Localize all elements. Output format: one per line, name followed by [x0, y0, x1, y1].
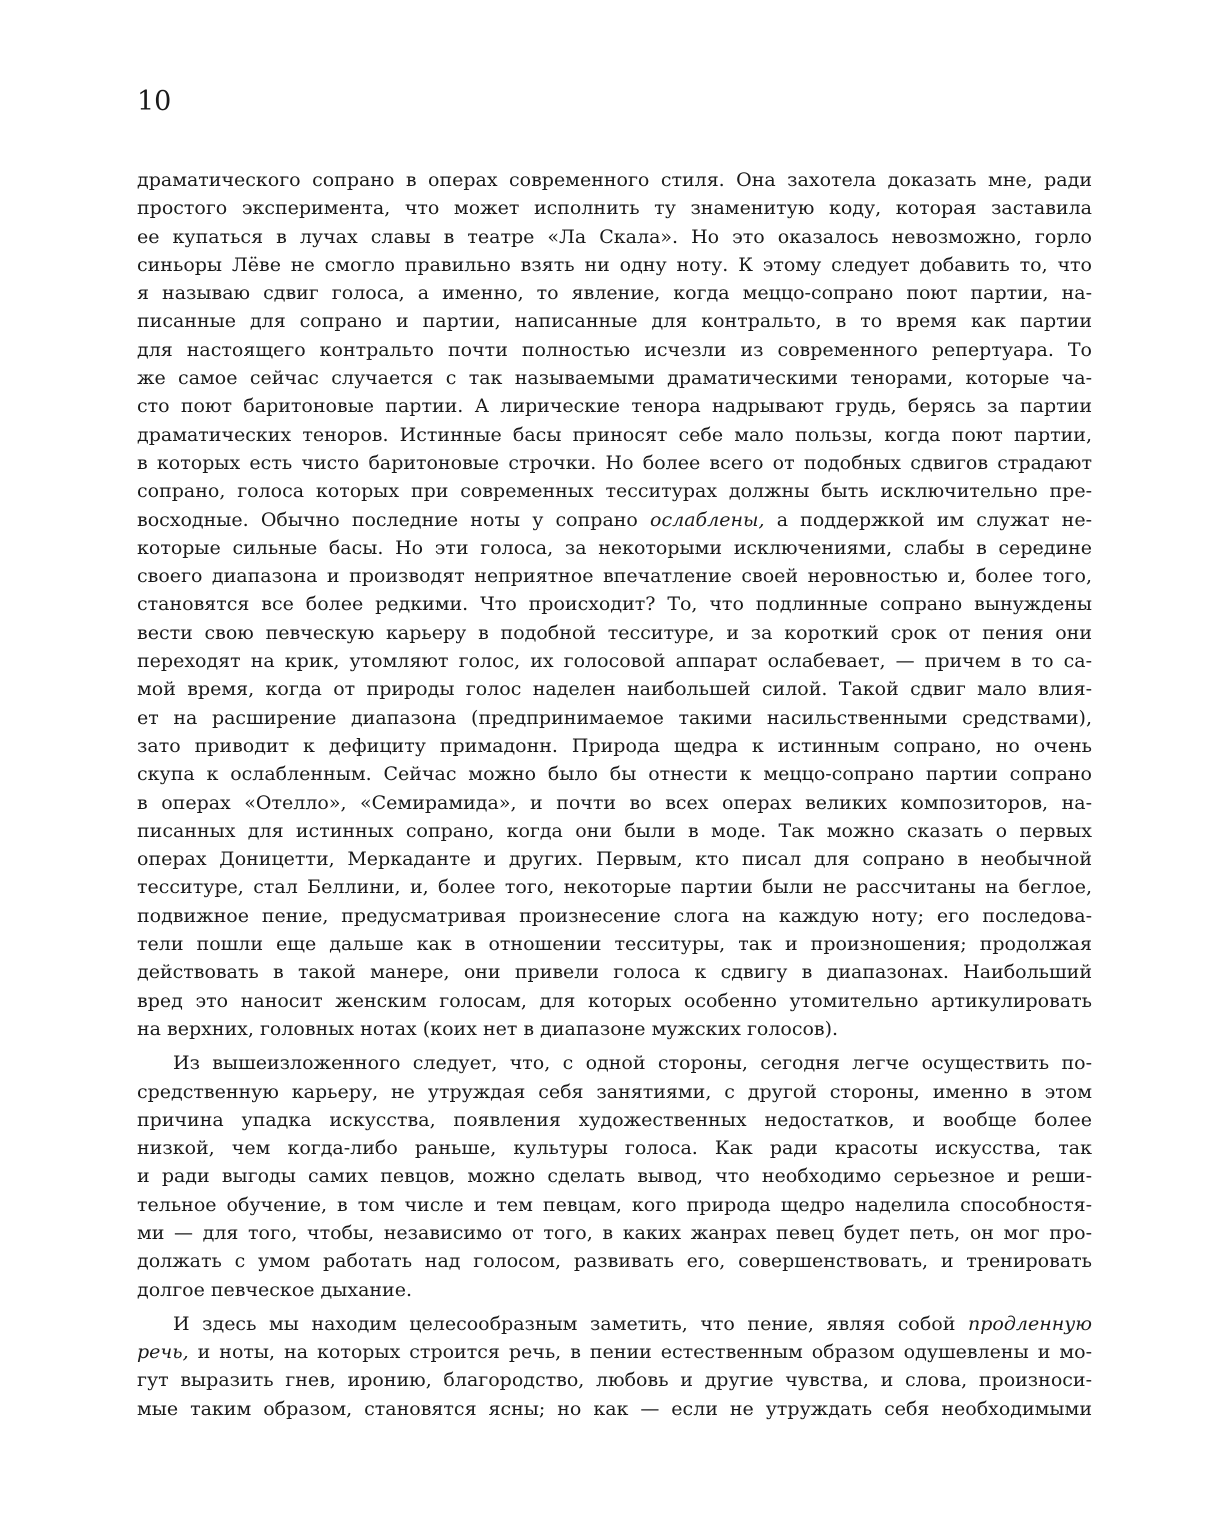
text-line — [137, 902, 1092, 930]
text-run: в которых есть чисто баритоновые строчки. Но более всего от подобных сдвигов страдают — [137, 451, 1092, 474]
text-run: гут выразить гнев, иронию, благородство, любовь и другие чувства, и слова, произноси- — [137, 1369, 1092, 1392]
text-line — [137, 251, 1092, 279]
text-line — [137, 1049, 1092, 1077]
text-run: для настоящего контральто почти полностью исчезли из современного репертуара. То — [137, 338, 1092, 361]
text-run: ми — для того, чтобы, независимо от того, в каких жанрах певец будет петь, он мог про- — [137, 1221, 1092, 1244]
text-line — [137, 421, 1092, 449]
text-run: простого эксперимента, что может исполнить ту знаменитую коду, которая заставила — [137, 197, 1092, 220]
italic-text-run: речь, — [137, 1341, 189, 1364]
text-run: своего диапазона и производят неприятное впечатление своей неровностью и, более того, — [137, 565, 1092, 588]
text-run: и ноты, на которых строится речь, в пении естественным образом одушевлены и мо- — [188, 1341, 1092, 1364]
text-line — [137, 1338, 1092, 1366]
text-line — [137, 1310, 1092, 1338]
text-run: ет на расширение диапазона (предпринимаемое такими насильственными средствами), — [137, 706, 1092, 729]
italic-text-run: продленную — [967, 1312, 1092, 1335]
text-run: зато приводит к дефициту примадонн. Природа щедра к истинным сопрано, но очень — [137, 734, 1092, 757]
paragraph — [137, 166, 1092, 1043]
text-run: же самое сейчас случается с так называемыми драматическими тенорами, которые ча- — [137, 367, 1092, 390]
text-run: переходят на крик, утомляют голос, их голосовой аппарат ослабевает, — причем в то са- — [137, 650, 1092, 673]
text-run: драматического сопрано в операх современного стиля. Она захотела доказать мне, ради — [137, 169, 1092, 191]
text-line — [137, 760, 1092, 788]
text-line — [137, 307, 1092, 335]
page-number: 10 — [137, 86, 172, 117]
text-run: средственную карьеру, не утруждая себя занятиями, с другой стороны, именно в этом — [137, 1080, 1092, 1103]
text-line — [137, 1366, 1092, 1394]
text-run: тесситуре, стал Беллини, и, более того, некоторые партии были не рассчитаны на беглое, — [137, 876, 1092, 899]
text-line — [137, 336, 1092, 364]
text-run: И здесь мы находим целесообразным заметить, что пение, являя собой — [173, 1312, 968, 1335]
text-line — [137, 873, 1092, 901]
text-run: ее купаться в лучах славы в театре «Ла Скала». Но это оказалось невозможно, горло — [137, 225, 1092, 248]
text-run: действовать в такой манере, они привели голоса к сдвигу в диапазонах. Наибольший — [137, 961, 1092, 984]
text-run: подвижное пение, предусматривая произнесение слога на каждую ноту; его последова- — [137, 904, 1092, 927]
text-run: тельное обучение, в том числе и тем певцам, кого природа щедро наделила способностя- — [137, 1193, 1092, 1216]
text-line — [137, 1015, 1092, 1043]
text-line — [137, 392, 1092, 420]
text-run: становятся все более редкими. Что происходит? То, что подлинные сопрано вынуждены — [137, 593, 1092, 616]
text-line — [137, 647, 1092, 675]
text-line — [137, 166, 1092, 194]
text-run: в операх «Отелло», «Семирамида», и почти во всех операх великих композиторов, на- — [137, 791, 1092, 814]
text-run: вред это наносит женским голосам, для которых особенно утомительно артикулировать — [137, 989, 1092, 1012]
text-run: мые таким образом, становятся ясны; но как — если не утруждать себя необходимыми — [137, 1397, 1092, 1420]
text-line — [137, 590, 1092, 618]
text-run: драматических теноров. Истинные басы приносят себе мало пользы, когда поют партии, — [137, 423, 1092, 446]
text-line — [137, 1078, 1092, 1106]
text-line — [137, 1162, 1092, 1190]
text-run: писанные для сопрано и партии, написанные для контральто, в то время как партии — [137, 310, 1092, 333]
paragraph — [137, 1310, 1092, 1423]
text-line — [137, 930, 1092, 958]
text-line — [137, 1134, 1092, 1162]
text-run: причина упадка искусства, появления художественных недостатков, и вообще более — [137, 1108, 1092, 1131]
text-run: долгое певческое дыхание. — [137, 1278, 413, 1301]
text-run: сопрано, голоса которых при современных тесситурах должны быть исключительно пре- — [137, 480, 1092, 503]
text-line — [137, 1395, 1092, 1423]
text-run: которые сильные басы. Но эти голоса, за некоторыми исключениями, слабы в середине — [137, 536, 1092, 559]
text-run: сто поют баритоновые партии. А лирические тенора надрывают грудь, берясь за партии — [137, 395, 1092, 418]
text-line — [137, 1191, 1092, 1219]
text-run: Из вышеизложенного следует, что, с одной стороны, сегодня легче осуществить по- — [173, 1052, 1092, 1075]
text-run: я называю сдвиг голоса, а именно, то явление, когда меццо-сопрано поют партии, на- — [137, 282, 1092, 305]
text-run: а поддержкой им служат не- — [764, 508, 1092, 531]
text-line — [137, 449, 1092, 477]
text-line — [137, 817, 1092, 845]
text-run: писанных для истинных сопрано, когда они были в моде. Так можно сказать о первых — [137, 819, 1092, 842]
text-line — [137, 732, 1092, 760]
paragraph — [137, 1049, 1092, 1304]
text-run: синьоры Лёве не смогло правильно взять ни одну ноту. К этому следует добавить то, что — [137, 253, 1092, 276]
text-line — [137, 534, 1092, 562]
text-run: на верхних, головных нотах (коих нет в диапазоне мужских голосов). — [137, 1017, 839, 1040]
text-line — [137, 1219, 1092, 1247]
text-run: операх Доницетти, Меркаданте и других. Первым, кто писал для сопрано в необычной — [137, 848, 1092, 871]
italic-text-run: ослаблены, — [650, 508, 765, 531]
text-line — [137, 1247, 1092, 1275]
text-line — [137, 987, 1092, 1015]
text-line — [137, 506, 1092, 534]
text-body — [137, 166, 1092, 1423]
text-line — [137, 562, 1092, 590]
text-line — [137, 223, 1092, 251]
text-run: скупа к ослабленным. Сейчас можно было бы отнести к меццо-сопрано партии сопрано — [137, 763, 1092, 786]
text-run: и ради выгоды самих певцов, можно сделать вывод, что необходимо серьезное и реши- — [137, 1165, 1092, 1188]
text-line — [137, 704, 1092, 732]
text-line — [137, 364, 1092, 392]
text-line — [137, 279, 1092, 307]
text-line — [137, 194, 1092, 222]
text-run: тели пошли еще дальше как в отношении тесситуры, так и произношения; продолжая — [137, 933, 1092, 956]
text-line — [137, 477, 1092, 505]
text-line — [137, 845, 1092, 873]
text-run: мой время, когда от природы голос наделен наибольшей силой. Такой сдвиг мало влия- — [137, 678, 1092, 701]
text-run: низкой, чем когда-либо раньше, культуры голоса. Как ради красоты искусства, так — [137, 1137, 1092, 1160]
text-run: восходные. Обычно последние ноты у сопрано — [137, 508, 651, 531]
text-run: вести свою певческую карьеру в подобной тесситуре, и за короткий срок от пения они — [137, 621, 1092, 644]
text-line — [137, 619, 1092, 647]
text-line — [137, 789, 1092, 817]
text-run: должать с умом работать над голосом, развивать его, совершенствовать, и тренировать — [137, 1250, 1092, 1273]
text-line — [137, 1106, 1092, 1134]
text-line — [137, 675, 1092, 703]
text-line — [137, 958, 1092, 986]
text-line — [137, 1276, 1092, 1304]
